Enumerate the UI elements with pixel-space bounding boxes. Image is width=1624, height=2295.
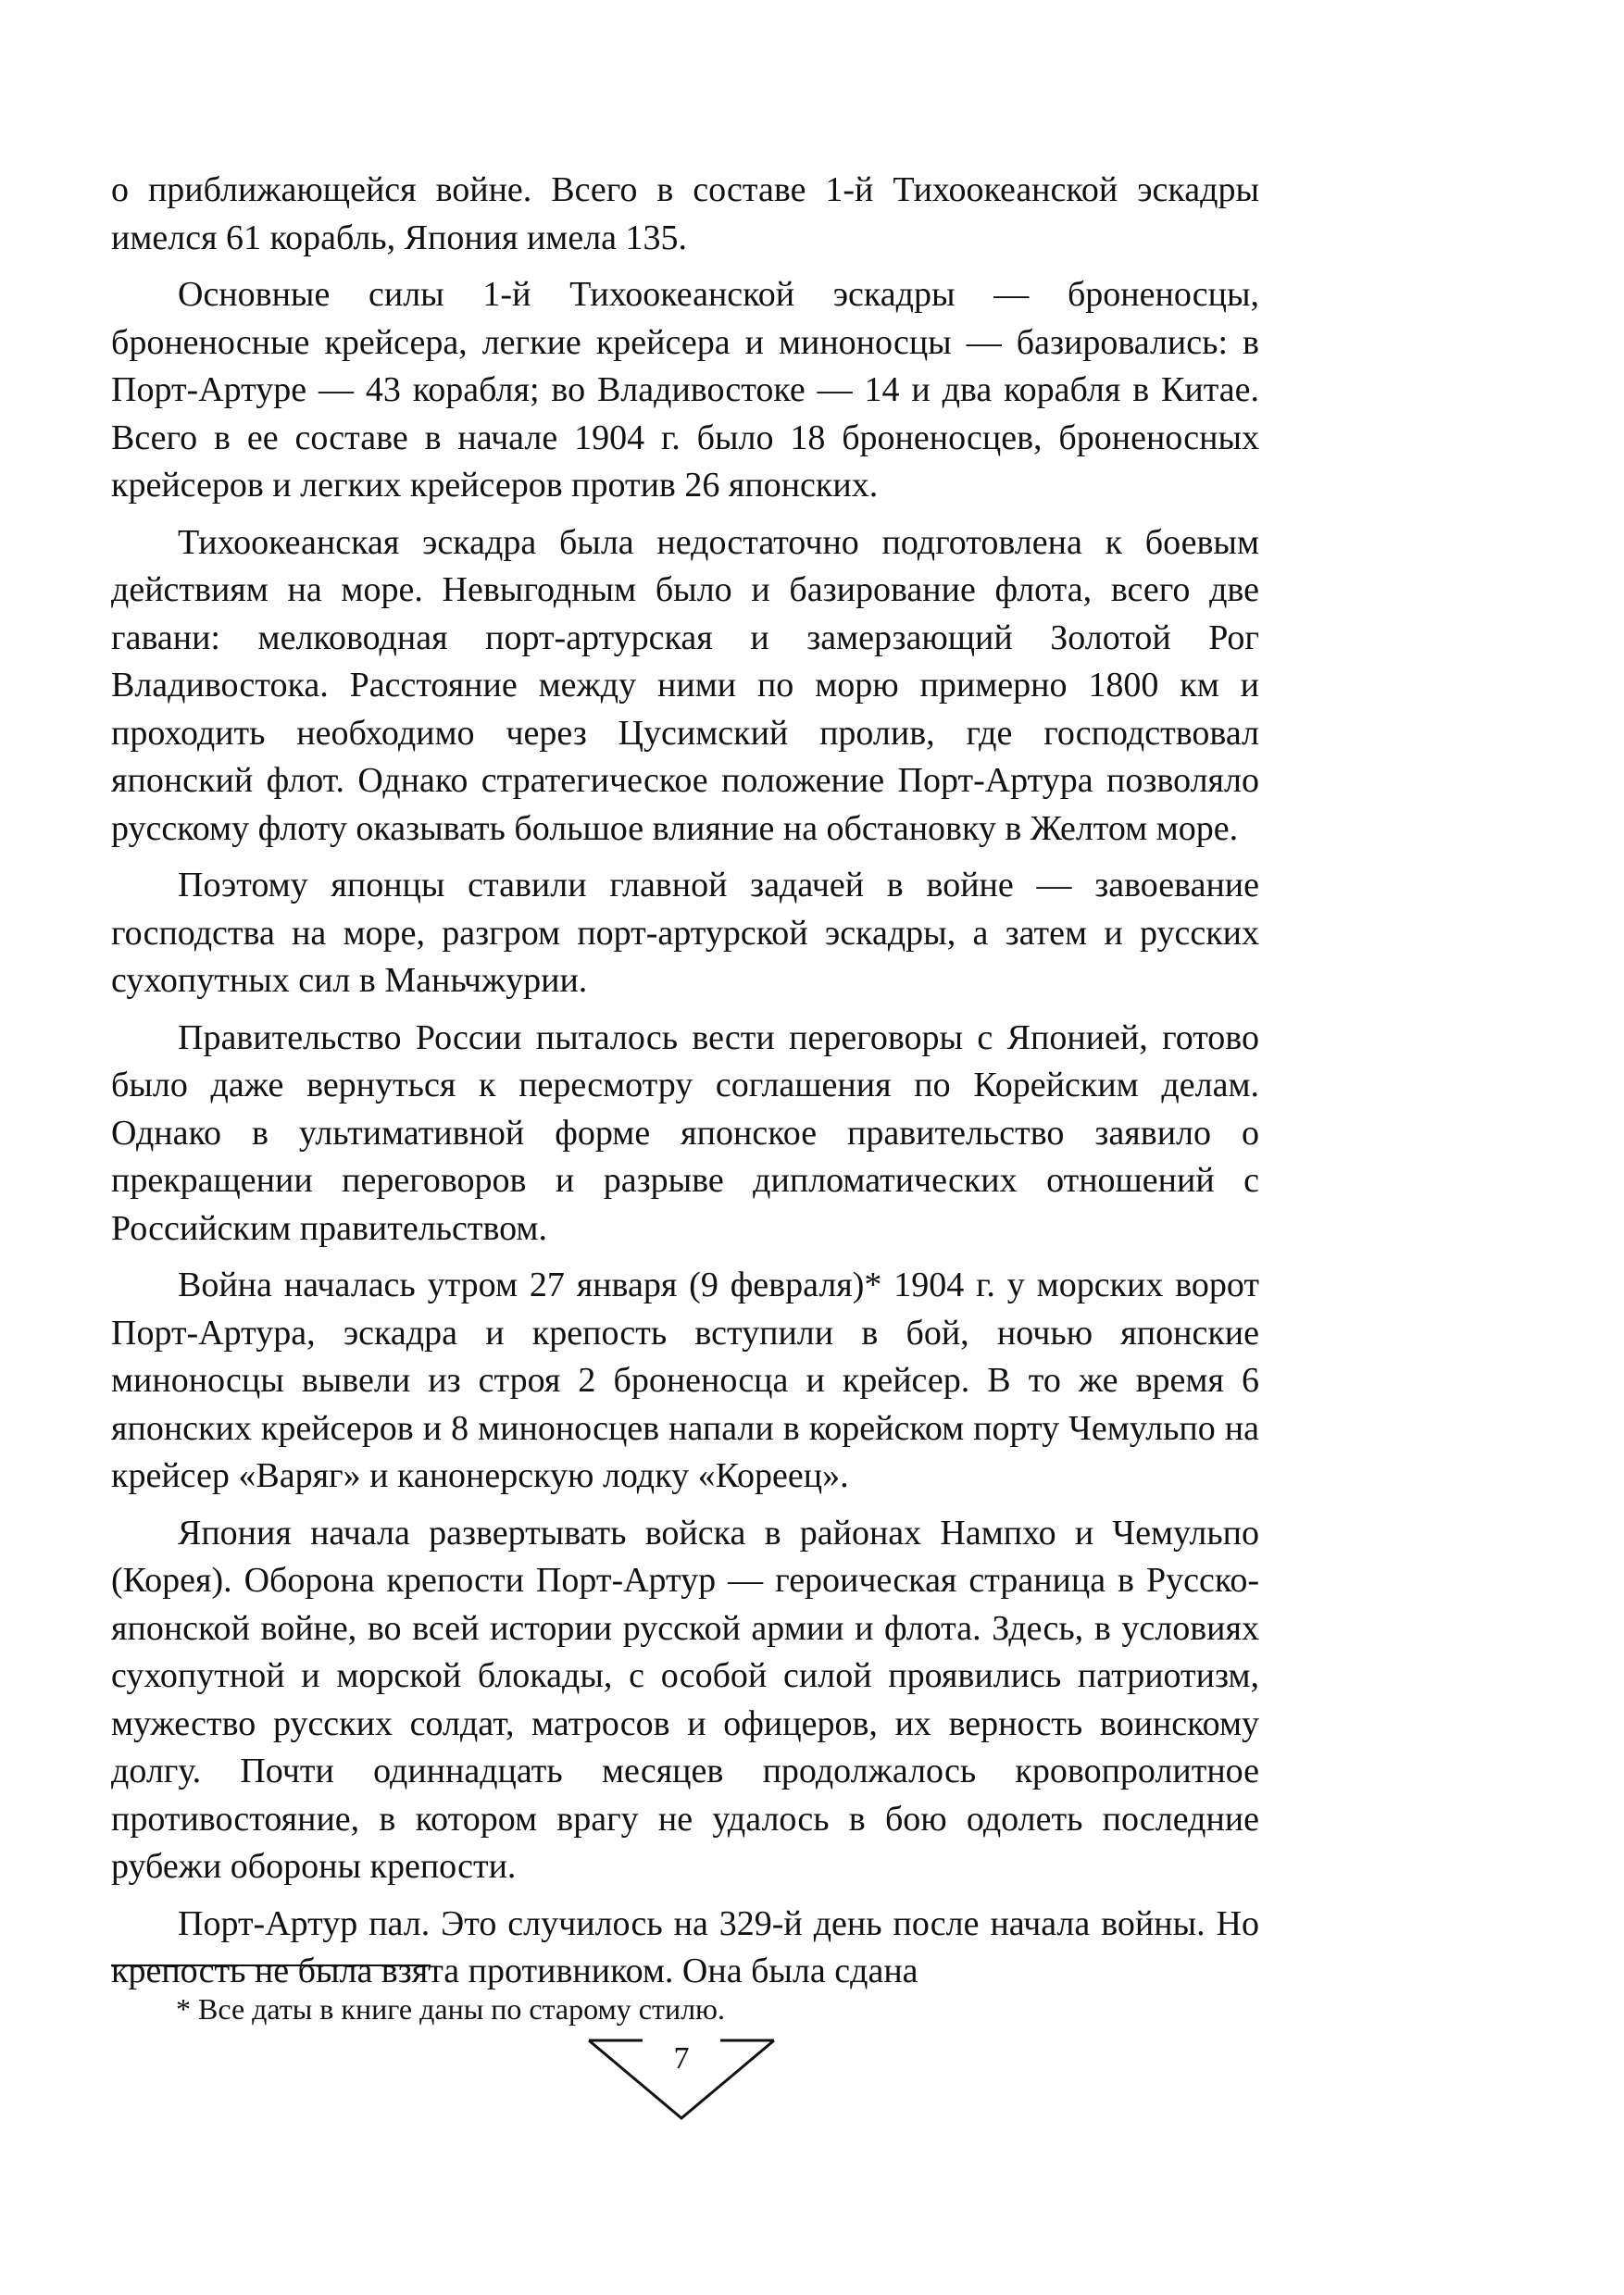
paragraph: Основные силы 1-й Тихоокеанской эскадры — броненосцы, броненосные крейсера, легкие крейсера и миноносцы — базировались: в Порт-Артуре — 43 корабля; во Владивостоке — 14 и два корабля в Китае. Всего в ее составе в начале 1904 г. было 18 броненосцев, броненосных крейсеров и легких крейсеров против 26 японских. — [111, 275, 1259, 505]
footnote: * Все даты в книге даны по старому стилю. — [176, 1992, 725, 2026]
paragraph: Тихоокеанская эскадра была недостаточно подготовлена к боевым действиям на море. Невыгодным было и базирование флота, всего две гавани: мелководная порт-артурская и замерзающий Золотой Рог Владивостока. Расстояние между ними по морю примерно 1800 км и проходить необходимо через Цусимский пролив, где господствовал японский флот. Однако стратегическое положение Порт-Артура позволяло русскому флоту оказывать большое влияние на обстановку в Желтом море. — [111, 522, 1259, 848]
footnote-divider — [111, 1964, 431, 1966]
paragraph: о приближающейся войне. Всего в составе 1-й Тихоокеанской эскадры имелся 61 корабль, Япония имела 135. — [111, 170, 1259, 257]
main-text — [111, 167, 1259, 1996]
paragraph: Япония начала развертывать войска в районах Нампхо и Чемульпо (Корея). Оборона крепости Порт-Артур — героическая страница в Русско-японской войне, во всей истории русской армии и флота. Здесь, в условиях сухопутной и морской блокады, с особой силой проявились патриотизм, мужество русских солдат, матросов и офицеров, их верность воинскому долгу. Почти одиннадцать месяцев продолжалось кровопролитное противостояние, в котором врагу не удалось в бою одолеть последние рубежи обороны крепости. — [111, 1513, 1259, 1886]
paragraph: Поэтому японцы ставили главной задачей в войне — завоевание господства на море, разгром порт-артурской эскадры, а затем и русских сухопутных сил в Маньчжурии. — [111, 866, 1259, 1000]
page-number-marker — [587, 2037, 776, 2122]
paragraph: Порт-Артур пал. Это случилось на 329-й день после начала войны. Но крепость не была взята противником. Она была сдана — [111, 1903, 1259, 1990]
paragraph: Правительство России пыталось вести переговоры с Японией, готово было даже вернуться к пересмотру соглашения по Корейским делам. Однако в ультимативной форме японское правительство заявило о прекращении переговоров и разрыве дипломатических отношений с Российским правительством. — [111, 1017, 1259, 1248]
page-number: 7 — [673, 2041, 690, 2076]
paragraph: Война началась утром 27 января (9 февраля)* 1904 г. у морских ворот Порт-Артура, эскадра и крепость вступили в бой, ночью японские миноносцы вывели из строя 2 броненосца и крейсер. В то же время 6 японских крейсеров и 8 миноносцев напали в корейском порту Чемульпо на крейсер «Варяг» и канонерскую лодку «Кореец». — [111, 1266, 1259, 1495]
